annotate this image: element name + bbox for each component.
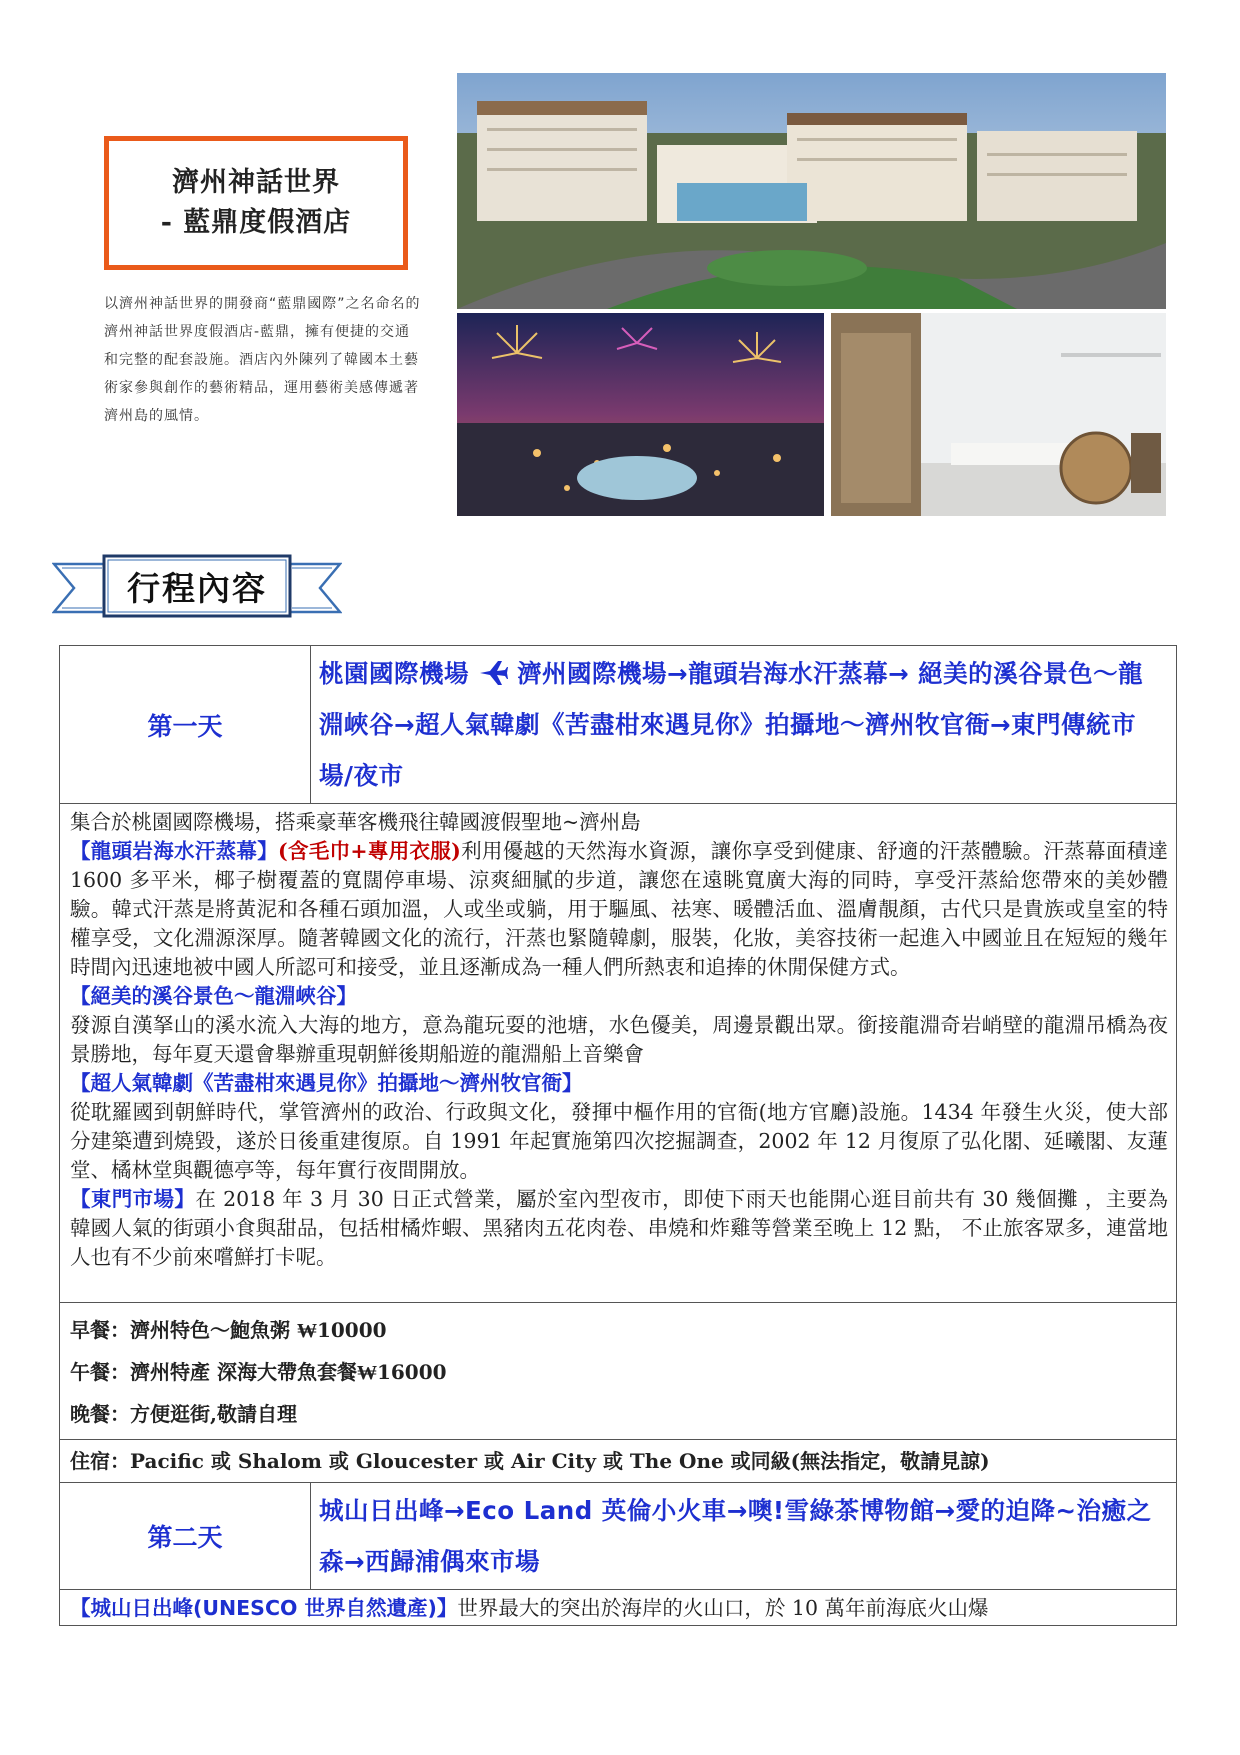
hotel-title-line2: - 藍鼎度假酒店: [160, 207, 352, 238]
day1-intro: 集合於桃園國際機場，搭乘豪華客機飛往韓國渡假聖地~濟州島: [70, 810, 641, 834]
day1-body-row: [60, 804, 1177, 1303]
hotel-lobby-photo: [831, 313, 1166, 516]
valley-heading: 【絕美的溪谷景色～龍淵峽谷】: [70, 984, 357, 1008]
section-banner: [52, 554, 342, 622]
fireworks-photo: [457, 313, 824, 516]
hotel-title-line1: 濟州神話世界: [172, 167, 340, 198]
day1-stay-row: [60, 1440, 1177, 1483]
day1-paragraph-sauna: [70, 837, 1168, 982]
breakfast-line: 早餐：濟州特色～鮑魚粥 ₩10000: [70, 1318, 387, 1342]
dinner-line: 晚餐：方便逛街,敬請自理: [70, 1402, 297, 1426]
market-text: 在 2018 年 3 月 30 日正式營業，屬於室內型夜市，即使下雨天也能開心逛目前共有 30 幾個攤 ，主要為韓國人氣的街頭小食與甜品，包括柑橘炸蝦、黑豬肉五花肉卷、串燒和炸雞等營業至晚上 12 點， 不止旅客眾多，連當地人也有不少前來嚐鮮打卡呢。: [70, 1187, 1169, 1269]
day2-route: 城山日出峰→Eco Land 英倫小火車→噢!雪綠茶博物館→愛的迫降~治癒之森→西歸浦偶來市場: [311, 1483, 1177, 1590]
day1-description: [60, 804, 1177, 1303]
hotel-description: 以濟州神話世界的開發商“藍鼎國際”之名命名的濟州神話世界度假酒店-藍鼎，擁有便捷的交通和完整的配套設施。酒店內外陳列了韓國本土藝術家參與創作的藝術精品，運用藝術美感傳遞著濟州島的風情。: [104, 296, 421, 424]
day1-label: 第一天: [60, 646, 311, 804]
hotel-title-box: [104, 136, 408, 270]
section-title: 行程內容: [127, 568, 267, 608]
day1-meals-row: [60, 1303, 1177, 1440]
sauna-text: 利用優越的天然海水資源，讓你享受到健康、舒適的汗蒸體驗。汗蒸幕面積達 1600 多平米，椰子樹覆蓋的寬闊停車場、涼爽細膩的步道，讓您在遠眺寬廣大海的同時，享受汗蒸給您帶來的美妙體驗。韓式汗蒸是將黃泥和各種石頭加溫，人或坐或躺，用于驅風、祛寒、暖體活血、溫膚靚顏，古代只是貴族或皇室的特權享受，文化淵源深厚。隨著韓國文化的流行，汗蒸也緊隨韓劇，服裝，化妝，美容技術一起進入中國並且在短短的幾年時間內迅速地被中國人所認可和接受，並且逐漸成為一種人們所熱衷和追捧的休閒保健方式。: [70, 839, 1169, 979]
lunch-line: 午餐：濟州特產 深海大帶魚套餐₩16000: [70, 1360, 447, 1384]
day1-meals: [60, 1303, 1177, 1440]
day2-label: 第二天: [60, 1483, 311, 1590]
itinerary-table: [59, 645, 1177, 1626]
day1-route-rest: 濟州國際機場→龍頭岩海水汗蒸幕→ 絕美的溪谷景色～龍淵峽谷→超人氣韓劇《苦盡柑來遇見你》拍攝地～濟州牧官衙→東門傳統市場/夜市: [319, 659, 1144, 790]
hotel-exterior-photo: [457, 73, 1166, 309]
day1-paragraph-market: [70, 1185, 1168, 1272]
drama-text: 從耽羅國到朝鮮時代，掌管濟州的政治、行政與文化，發揮中樞作用的官衙(地方官廳)設施。1434 年發生火災，使大部分建築遭到燒毀，遂於日後重建復原。自 1991 年起實施第四次挖掘調查，2002 年 12 月復原了弘化閣、延曦閣、友蓮堂、橘林堂與觀德亭等，每年實行夜間開放。: [70, 1100, 1168, 1182]
valley-text: 發源自漢拏山的溪水流入大海的地方，意為龍玩耍的池塘，水色優美，周邊景觀出眾。銜接龍淵奇岩峭壁的龍淵吊橋為夜景勝地，每年夏天還會舉辦重現朝鮮後期船遊的龍淵船上音樂會: [70, 1013, 1168, 1066]
day2-body-row: [60, 1590, 1177, 1626]
day1-route: [311, 646, 1177, 804]
sauna-heading: 【龍頭岩海水汗蒸幕】: [70, 839, 279, 863]
drama-heading: 【超人氣韓劇《苦盡柑來遇見你》拍攝地～濟州牧官衙】: [70, 1071, 583, 1095]
day1-header-row: [60, 646, 1177, 804]
airplane-icon: [478, 659, 508, 687]
day1-stay: 住宿：Pacific 或 Shalom 或 Gloucester 或 Air City 或 The One 或同級(無法指定，敬請見諒): [60, 1440, 1177, 1483]
day1-route-start: 桃園國際機場: [319, 659, 469, 688]
market-heading: 【東門市場】: [70, 1187, 196, 1211]
sunrise-peak-heading: 【城山日出峰(UNESCO 世界自然遺產)】: [70, 1596, 458, 1620]
day2-description: [60, 1590, 1177, 1626]
day2-header-row: [60, 1483, 1177, 1590]
sauna-note: (含毛巾+專用衣服): [278, 839, 461, 863]
sunrise-peak-text: 世界最大的突出於海岸的火山口，於 10 萬年前海底火山爆: [457, 1596, 989, 1620]
